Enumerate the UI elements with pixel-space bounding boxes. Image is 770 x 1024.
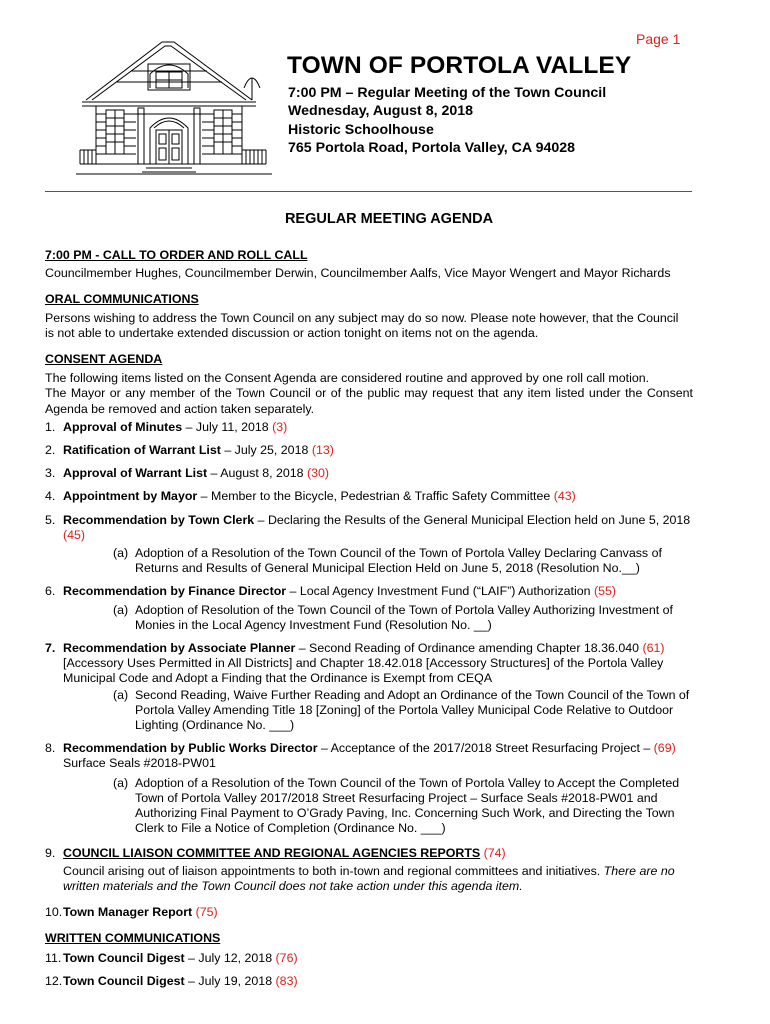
item-title: Approval of Warrant List xyxy=(63,466,208,481)
agenda-heading: REGULAR MEETING AGENDA xyxy=(284,211,494,227)
oral-heading: ORAL COMMUNICATIONS xyxy=(45,292,199,307)
item-body-text: Council arising out of liaison appointments to both in-town and regional committees and initiatives. xyxy=(63,863,604,878)
item-number: 3. xyxy=(45,466,56,481)
item-page-ref[interactable]: (76) xyxy=(275,950,298,965)
item-desc: – Local Agency Investment Fund (“LAIF”) Authorization xyxy=(286,584,594,599)
list-item xyxy=(45,641,695,687)
page-number: Page 1 xyxy=(636,31,681,47)
oral-text-1: Persons wishing to address the Town Council on any subject may do so now. Please note however, that the Council xyxy=(45,310,679,325)
item-page-ref[interactable]: (13) xyxy=(311,443,334,458)
item-number: 8. xyxy=(45,741,56,756)
list-item xyxy=(45,584,695,599)
item-desc-continued: [Accessory Uses Permitted in All Districts] and Chapter 18.42.018 [Accessory Structures] of the Portola Valley Municipal Code and Adopt a Finding that the Ordinance is Exempt from CEQA xyxy=(63,656,664,686)
item-number: 6. xyxy=(45,584,56,599)
item-number: 12. xyxy=(45,973,63,988)
item-title: Recommendation by Town Clerk xyxy=(63,512,255,527)
list-item xyxy=(45,846,695,895)
sub-item-label: (a) xyxy=(113,775,129,790)
meeting-address: 765 Portola Road, Portola Valley, CA 94028 xyxy=(288,139,576,156)
item-title: Recommendation by Public Works Director xyxy=(63,741,318,756)
meeting-date: Wednesday, August 8, 2018 xyxy=(288,103,474,120)
sub-item-label: (a) xyxy=(113,602,129,617)
item-page-ref[interactable]: (45) xyxy=(63,527,86,542)
item-desc: – Member to the Bicycle, Pedestrian & Traffic Safety Committee xyxy=(197,489,554,504)
list-item xyxy=(45,951,695,966)
sub-item xyxy=(45,776,705,837)
meeting-time: 7:00 PM – Regular Meeting of the Town Council xyxy=(288,85,607,101)
item-desc: – July 11, 2018 xyxy=(182,419,273,434)
list-item xyxy=(45,443,695,458)
item-number: 9. xyxy=(45,845,56,860)
item-page-ref[interactable]: (30) xyxy=(307,466,330,481)
item-number: 5. xyxy=(45,512,56,527)
sub-item xyxy=(45,603,695,633)
item-page-ref[interactable]: (43) xyxy=(553,489,576,504)
list-item xyxy=(45,741,695,771)
written-heading: WRITTEN COMMUNICATIONS xyxy=(45,931,221,946)
item-number: 11. xyxy=(45,950,62,965)
item-page-ref[interactable]: (69) xyxy=(653,741,676,756)
item-desc: – August 8, 2018 xyxy=(207,466,308,481)
sub-item-text: Adoption of a Resolution of the Town Council of the Town of Portola Valley to Accept the Completed Town of Portola Valley 2017/2018 Street Resurfacing Project – Surface Seals #2018-PW01 and Authorizing Final Payment to O’Grady Paving, Inc. Concerning Such Work, and Directing the Town Clerk to File a Notice of Completion (Ordinance No. ___) xyxy=(135,775,680,836)
roll-call-text: Councilmember Hughes, Councilmember Derwin, Councilmember Aalfs, Vice Mayor Wengert and Mayor Richards xyxy=(45,266,671,281)
item-number: 7. xyxy=(45,641,56,656)
item-number: 1. xyxy=(45,419,56,434)
sub-item-text: Second Reading, Waive Further Reading and Adopt an Ordinance of the Town Council of the Town of Portola Valley Amending Title 18 [Zoning] of the Portola Valley Municipal Code Relative to Outdoor Lighting (Ordinance No. ___) xyxy=(135,687,690,733)
list-item xyxy=(45,420,695,435)
item-desc: – July 12, 2018 xyxy=(184,950,276,965)
roll-call-heading: 7:00 PM - CALL TO ORDER AND ROLL CALL xyxy=(45,248,308,262)
item-desc-continued: Surface Seals #2018-PW01 xyxy=(63,756,216,771)
agenda-content xyxy=(45,248,695,989)
item-desc: – Second Reading of Ordinance amending Chapter 18.36.040 xyxy=(295,641,643,656)
town-title: TOWN OF PORTOLA VALLEY xyxy=(287,52,632,79)
item-number: 10. xyxy=(45,905,63,920)
item-page-ref[interactable]: (75) xyxy=(195,905,218,920)
item-page-ref[interactable]: (61) xyxy=(642,641,665,656)
sub-item-text: Adoption of a Resolution of the Town Council of the Town of Portola Valley Declaring Canvass of Returns and Results of General Municipal Election Held on June 5, 2018 (Resolution No.__) xyxy=(135,546,662,576)
item-number: 4. xyxy=(45,489,56,504)
item-desc: – Acceptance of the 2017/2018 Street Resurfacing Project – xyxy=(317,741,654,756)
item-title: Town Council Digest xyxy=(63,973,185,988)
item-desc: – July 19, 2018 xyxy=(184,973,276,988)
meeting-venue: Historic Schoolhouse xyxy=(288,121,434,138)
list-item xyxy=(45,513,695,543)
item-desc: – Declaring the Results of the General Municipal Election held on June 5, 2018 xyxy=(254,512,691,527)
item-title: Appointment by Mayor xyxy=(63,489,198,504)
sub-item-text: Adoption of Resolution of the Town Council of the Town of Portola Valley Authorizing Investment of Monies in the Local Agency Investment Fund (Resolution No. __) xyxy=(135,602,673,632)
schoolhouse-logo xyxy=(76,38,272,178)
sub-item xyxy=(45,546,705,576)
header-divider xyxy=(45,191,692,192)
item-body-note: There are no written materials and the Town Council does not take action under this agenda item. xyxy=(63,863,675,893)
oral-text-2: is not able to undertake extended discussion or action tonight on items not on the agenda. xyxy=(45,325,539,340)
list-item xyxy=(45,905,695,920)
item-title: Town Council Digest xyxy=(63,950,185,965)
list-item xyxy=(45,489,695,504)
sub-item-label: (a) xyxy=(113,546,129,561)
consent-heading: CONSENT AGENDA xyxy=(45,352,163,367)
consent-text-1: The following items listed on the Consent Agenda are considered routine and approved by one roll call motion. xyxy=(45,371,650,386)
item-desc: – July 25, 2018 xyxy=(220,443,312,458)
consent-text-2: The Mayor or any member of the Town Council or of the public may request that any item listed under the Consent Agenda be removed and action taken separately. xyxy=(45,386,693,416)
item-page-ref[interactable]: (3) xyxy=(272,419,288,434)
item-title: COUNCIL LIAISON COMMITTEE AND REGIONAL AGENCIES REPORTS xyxy=(63,845,481,860)
sub-item-label: (a) xyxy=(113,687,129,702)
item-page-ref[interactable]: (74) xyxy=(483,845,506,860)
item-title: Ratification of Warrant List xyxy=(63,443,221,458)
item-title: Town Manager Report xyxy=(63,905,193,920)
item-number: 2. xyxy=(45,443,56,458)
list-item xyxy=(45,466,695,481)
item-title: Recommendation by Finance Director xyxy=(63,584,287,599)
item-page-ref[interactable]: (55) xyxy=(593,584,616,599)
item-title: Recommendation by Associate Planner xyxy=(63,641,296,656)
item-page-ref[interactable]: (83) xyxy=(275,973,298,988)
item-title: Approval of Minutes xyxy=(63,419,183,434)
meeting-info xyxy=(288,84,606,157)
item-body xyxy=(63,864,703,894)
list-item xyxy=(45,974,695,989)
sub-item xyxy=(45,688,705,734)
